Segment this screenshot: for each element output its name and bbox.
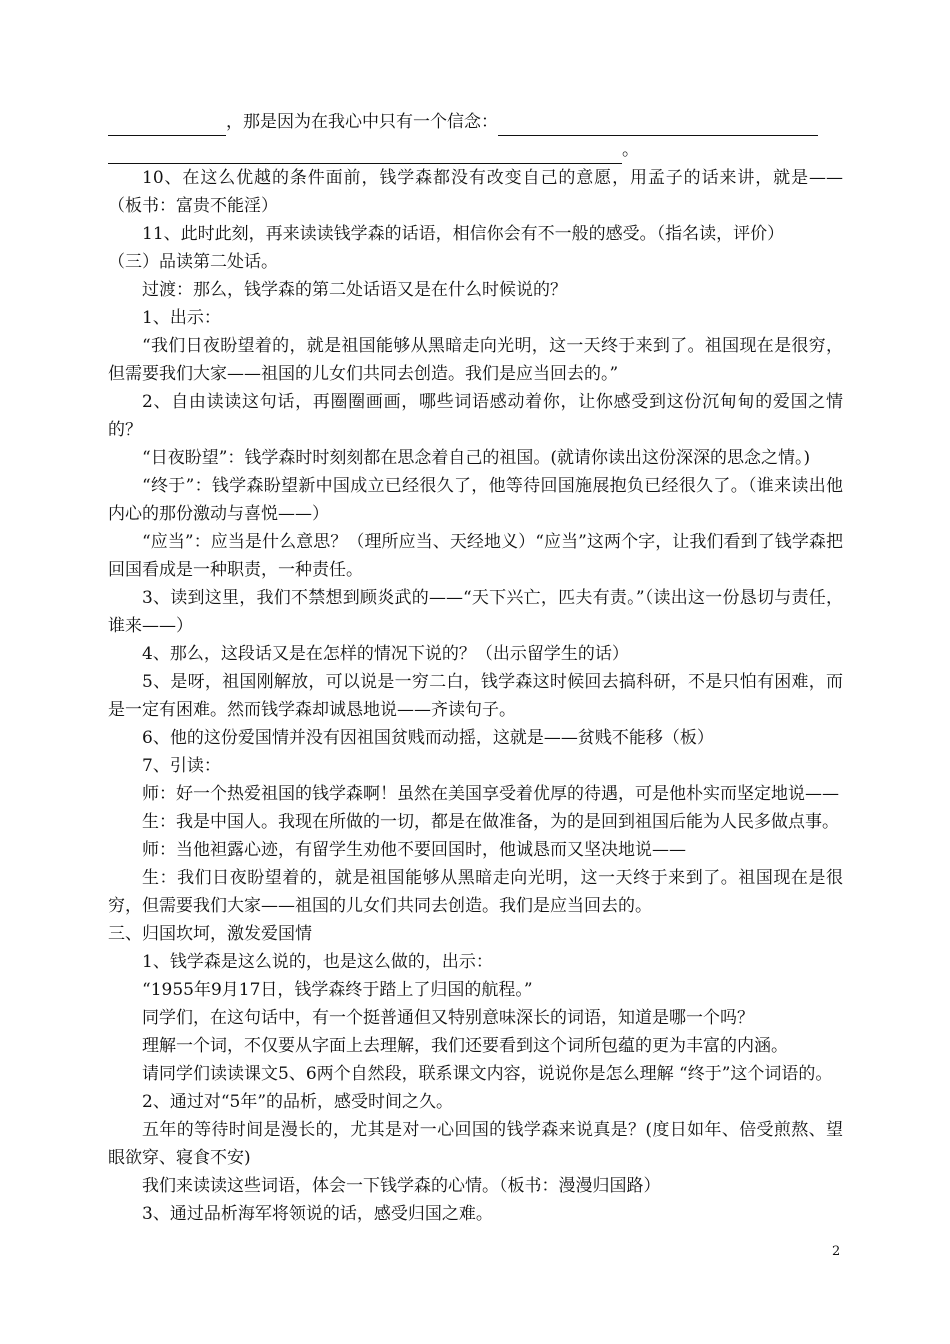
paragraph: 2、自由读读这句话，再圈圈画画，哪些词语感动着你，让你感受到这份沉甸甸的爱国之情的？ (108, 392, 843, 440)
fill-in-line-1 (108, 108, 843, 136)
page-number: 2 (832, 1244, 841, 1259)
paragraph: 3、读到这里，我们不禁想到顾炎武的——“天下兴亡，匹夫有责。”（读出这一份恳切与责任，谁来——） (108, 588, 843, 636)
paragraph: 1、出示： (142, 308, 221, 328)
paragraph-list (108, 164, 843, 1228)
blank-underline (498, 115, 818, 136)
paragraph: 4、那么，这段话又是在怎样的情况下说的？（出示留学生的话） (142, 644, 629, 664)
paragraph: “应当”：应当是什么意思？（理所应当、天经地义）“应当”这两个字，让我们看到了钱学森把回国看成是一种职责，一种责任。 (108, 532, 843, 580)
paragraph: “日夜盼望”：钱学森时时刻刻都在思念着自己的祖国。(就请你读出这份深深的思念之情。) (142, 448, 811, 468)
paragraph: 五年的等待时间是漫长的，尤其是对一心回国的钱学森来说真是？(度日如年、倍受煎熬、望眼欲穿、寝食不安) (108, 1120, 843, 1168)
paragraph: 同学们，在这句话中，有一个挺普通但又特别意味深长的词语，知道是哪一个吗？ (142, 1008, 754, 1028)
paragraph: 请同学们读读课文5、6两个自然段，联系课文内容，说说你是怎么理解 “终于”这个词语的。 (142, 1064, 833, 1084)
paragraph: 生：我是中国人。我现在所做的一切，都是在做准备，为的是回到祖国后能为人民多做点事。 (142, 812, 839, 832)
paragraph: 5、是呀，祖国刚解放，可以说是一穷二白，钱学森这时候回去搞科研，不是只怕有困难，而是一定有困难。然而钱学森却诚恳地说——齐读句子。 (108, 672, 843, 720)
paragraph: 师：当他袒露心迹，有留学生劝他不要回国时，他诚恳而又坚决地说—— (142, 840, 686, 860)
paragraph: “我们日夜盼望着的，就是祖国能够从黑暗走向光明，这一天终于来到了。祖国现在是很穷，但需要我们大家——祖国的儿女们共同去创造。我们是应当回去的。” (108, 336, 843, 384)
blank-underline (108, 143, 622, 164)
paragraph: （三）品读第二处话。 (108, 252, 278, 272)
paragraph: 理解一个词，不仅要从字面上去理解，我们还要看到这个词所包蕴的更为丰富的内涵。 (142, 1036, 788, 1056)
paragraph: 10、在这么优越的条件面前，钱学森都没有改变自己的意愿，用孟子的话来讲，就是——（板书：富贵不能淫） (108, 168, 843, 216)
paragraph: 1、钱学森是这么说的，也是这么做的，出示： (142, 952, 493, 972)
fill-in-text: ，那是因为在我心中只有一个信念： (226, 112, 498, 132)
paragraph: 我们来读读这些词语，体会一下钱学森的心情。（板书：漫漫归国路） (142, 1176, 661, 1196)
fill-in-line-2 (108, 136, 843, 164)
paragraph: “终于”：钱学森盼望新中国成立已经很久了，他等待回国施展抱负已经很久了。（谁来读出他内心的那份激动与喜悦——） (108, 476, 843, 524)
blank-underline (108, 115, 226, 136)
paragraph: 生：我们日夜盼望着的，就是祖国能够从黑暗走向光明，这一天终于来到了。祖国现在是很穷，但需要我们大家——祖国的儿女们共同去创造。我们是应当回去的。 (108, 868, 843, 916)
fill-in-end: 。 (622, 140, 639, 160)
paragraph: 7、引读： (142, 756, 221, 776)
paragraph: 2、通过对“5年”的品析，感受时间之久。 (142, 1092, 454, 1112)
paragraph: 6、他的这份爱国情并没有因祖国贫贱而动摇，这就是——贫贱不能移（板） (142, 728, 714, 748)
paragraph: 三、归国坎坷，激发爱国情 (108, 924, 312, 944)
paragraph: “1955年9月17日，钱学森终于踏上了归国的航程。” (142, 980, 533, 1000)
paragraph: 师：好一个热爱祖国的钱学森啊！虽然在美国享受着优厚的待遇，可是他朴实而坚定地说—— (142, 784, 839, 804)
document-body (108, 108, 843, 1228)
paragraph: 11、此时此刻，再来读读钱学森的话语，相信你会有不一般的感受。（指名读，评价） (142, 224, 785, 244)
paragraph: 过渡：那么，钱学森的第二处话语又是在什么时候说的？ (142, 280, 567, 300)
paragraph: 3、通过品析海军将领说的话，感受归国之难。 (142, 1204, 493, 1224)
